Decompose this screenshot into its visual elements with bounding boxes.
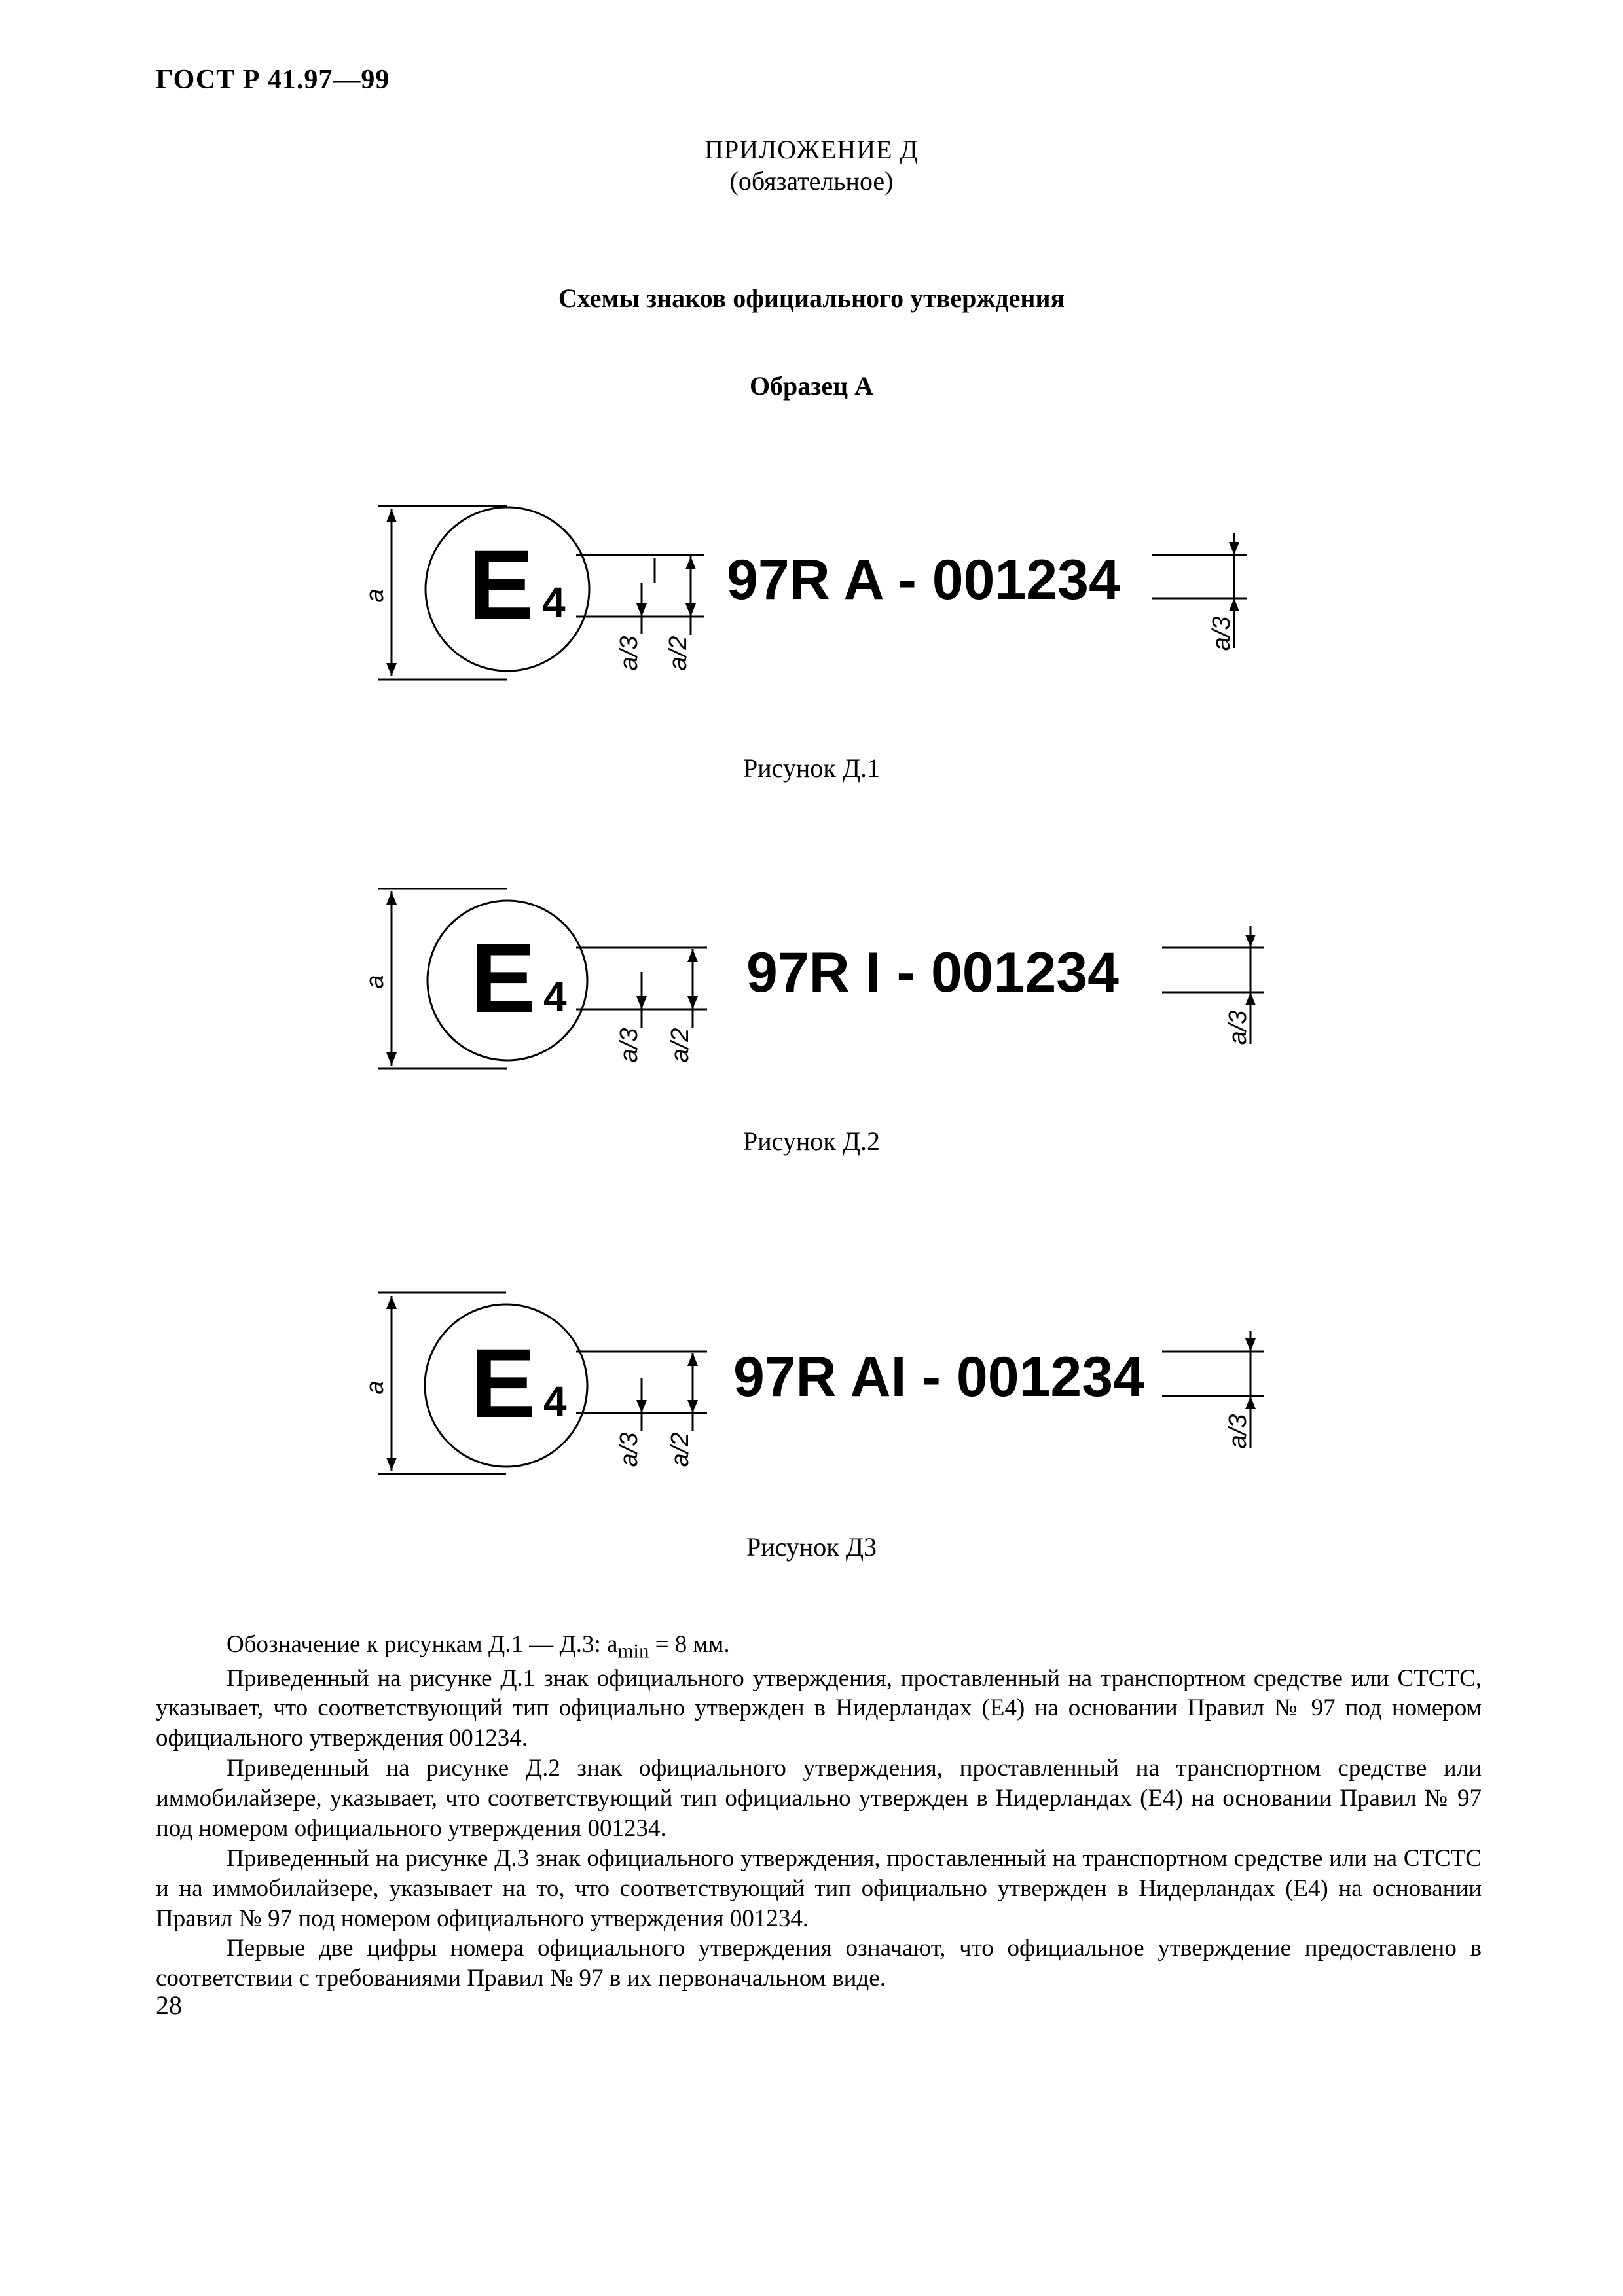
dimension-a3-right: a/3 [1224, 1414, 1252, 1449]
legend-suffix: = 8 мм. [649, 1631, 730, 1658]
mark-letter: E [468, 529, 534, 639]
dimension-a3: a/3 [615, 1028, 643, 1063]
approval-number: 97R A - 001234 [727, 548, 1120, 611]
figure-1-caption: Рисунок Д.1 [742, 753, 880, 783]
page-number: 28 [156, 1990, 182, 2020]
approval-number: 97R I - 001234 [746, 941, 1119, 1004]
dimension-a3: a/3 [615, 1432, 643, 1467]
figure-2-caption: Рисунок Д.2 [742, 1126, 880, 1156]
dimension-a2: a/2 [665, 636, 692, 671]
dimension-a3: a/3 [615, 636, 643, 671]
paragraph: Приведенный на рисунке Д.3 знак официального утверждения, проставленный на транспортном средстве или на СТСТС и на иммобилайзере, указывает на то, что соответствующий тип официально утвержден в Нидерландах (Е4) на основании Правил № 97 под номером официального утверждения 001234. [156, 1844, 1482, 1932]
document-header: ГОСТ Р 41.97—99 [156, 65, 390, 95]
dimension-a2: a/2 [666, 1432, 694, 1467]
section-title: Схемы знаков официального утверждения [558, 283, 1065, 313]
legend-line [156, 1630, 1482, 1664]
approval-mark-diagram [0, 851, 1623, 1113]
figure-3-caption: Рисунок Д3 [746, 1532, 877, 1562]
figure-1 [0, 471, 1623, 733]
paragraph: Приведенный на рисунке Д.1 знак официального утверждения, проставленный на транспортном средстве или СТСТС, указывает, что соответствующий тип официально утвержден в Нидерландах (Е4) на основании Правил № 97 под номером официального утверждения 001234. [156, 1664, 1482, 1752]
appendix-title: ПРИЛОЖЕНИЕ Д [704, 135, 919, 164]
dimension-a2: a/2 [666, 1028, 694, 1063]
approval-number: 97R AI - 001234 [733, 1346, 1144, 1408]
mark-letter: E [470, 923, 536, 1033]
approval-mark-diagram [0, 471, 1623, 733]
dimension-a: a [361, 588, 389, 603]
mark-country-number: 4 [542, 579, 566, 626]
legend-subscript: min [617, 1640, 649, 1662]
dimension-a: a [361, 1380, 389, 1395]
dimension-a3-right: a/3 [1224, 1010, 1252, 1045]
notes-block [156, 1630, 1482, 1994]
legend-prefix: Обозначение к рисункам Д.1 — Д.3: a [227, 1631, 618, 1658]
figure-3 [0, 1253, 1623, 1515]
mark-country-number: 4 [543, 1378, 567, 1425]
approval-mark-diagram [0, 1253, 1623, 1515]
appendix-note: (обязательное) [729, 166, 894, 196]
paragraph: Первые две цифры номера официального утверждения означают, что официальное утверждение предоставлено в соответствии с требованиями Правил № 97 в их первоначальном виде. [156, 1935, 1482, 1992]
sample-title: Образец А [749, 371, 874, 401]
figure-2 [0, 851, 1623, 1113]
paragraph: Приведенный на рисунке Д.2 знак официального утверждения, проставленный на транспортном средстве или иммобилайзере, указывает, что соответствующий тип официально утвержден в Нидерландах (Е4) на основании Правил № 97 под номером официального утверждения 001234. [156, 1755, 1482, 1842]
mark-country-number: 4 [543, 973, 567, 1020]
mark-letter: E [470, 1328, 536, 1438]
dimension-a3-right: a/3 [1208, 616, 1235, 651]
dimension-a: a [361, 975, 389, 989]
